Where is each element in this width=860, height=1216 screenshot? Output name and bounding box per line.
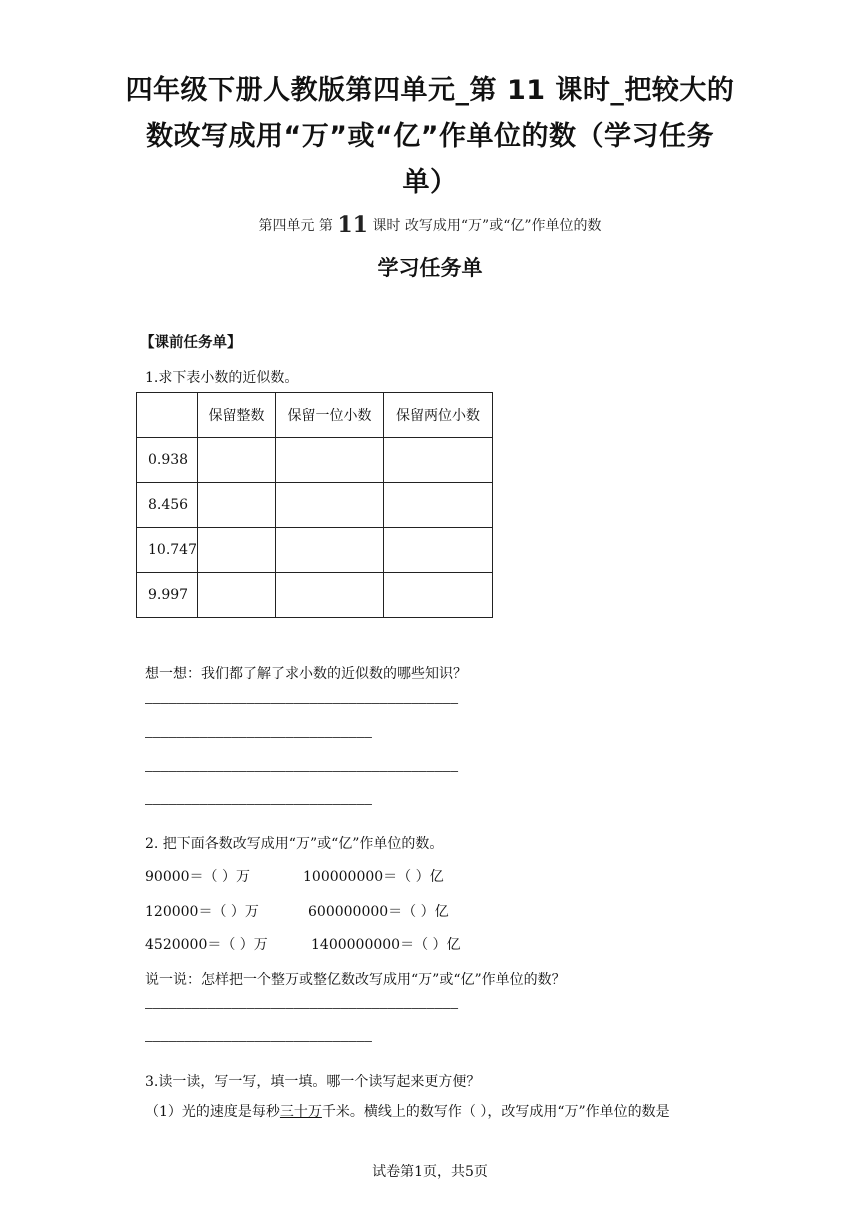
table-row — [137, 483, 493, 528]
answer-cell[interactable] — [198, 438, 276, 483]
title-line-1: 四年级下册人教版第四单元_第 11 课时_把较大的 — [125, 75, 735, 106]
underlined-number-words: 三十万 — [279, 1104, 322, 1120]
think-prompt: 想一想：我们都了解了求小数的近似数的哪些知识？ — [145, 666, 467, 682]
table-header-cell: 保留整数 — [198, 393, 276, 438]
question-1-prompt: 1.求下表小数的近似数。 — [145, 370, 299, 386]
item-1-prefix: （1）光的速度是每秒 — [145, 1104, 280, 1120]
answer-line[interactable]: ————————————————————————————— — [145, 1034, 372, 1049]
answer-cell[interactable] — [276, 573, 384, 618]
question-3-prompt: 3.读一读，写一写，填一填。哪一个读写起来更方便？ — [145, 1074, 481, 1090]
answer-line[interactable]: ———————————————————————————————————————— — [145, 764, 459, 779]
answer-cell[interactable] — [276, 438, 384, 483]
answer-cell[interactable] — [198, 528, 276, 573]
answer-cell[interactable] — [198, 483, 276, 528]
answer-cell[interactable] — [384, 573, 493, 618]
title-line-2: 数改写成用“万”或“亿”作单位的数（学习任务 — [146, 121, 714, 152]
table-row — [137, 573, 493, 618]
answer-line[interactable]: ————————————————————————————— — [145, 730, 372, 745]
conversion-item[interactable]: 120000＝（ ）万 — [145, 904, 259, 920]
conversion-item[interactable]: 1400000000＝（ ）亿 — [311, 937, 461, 953]
table-header-cell — [137, 393, 198, 438]
answer-cell[interactable] — [384, 438, 493, 483]
table-row — [137, 528, 493, 573]
lesson-subtitle — [0, 212, 860, 238]
page-footer: 试卷第1页，共5页 — [372, 1164, 488, 1180]
answer-cell[interactable] — [198, 573, 276, 618]
title-line-3: 单） — [402, 167, 458, 198]
table-header-cell: 保留一位小数 — [276, 393, 384, 438]
item-1-suffix: 千米。横线上的数写作（ ），改写成用“万”作单位的数是 — [321, 1104, 670, 1120]
question-2-prompt: 2. 把下面各数改写成用“万”或“亿”作单位的数。 — [145, 836, 444, 852]
conversion-item[interactable]: 600000000＝（ ）亿 — [308, 904, 449, 920]
lesson-number: 11 — [337, 212, 368, 238]
document-title — [120, 68, 740, 206]
section-label: 【课前任务单】 — [140, 335, 242, 351]
table-row-label: 8.456 — [137, 483, 198, 528]
answer-line[interactable]: ———————————————————————————————————————— — [145, 1001, 459, 1016]
answer-line[interactable]: ———————————————————————————————————————— — [145, 696, 459, 711]
table-row-label: 0.938 — [137, 438, 198, 483]
answer-line[interactable]: ————————————————————————————— — [145, 797, 372, 812]
answer-cell[interactable] — [276, 528, 384, 573]
answer-cell[interactable] — [384, 528, 493, 573]
sheet-title: 学习任务单 — [377, 256, 483, 280]
table-row-label: 10.747 — [137, 528, 198, 573]
say-prompt: 说一说：怎样把一个整万或整亿数改写成用“万”或“亿”作单位的数？ — [145, 972, 566, 988]
conversion-item[interactable]: 4520000＝（ ）万 — [145, 937, 268, 953]
subtitle-prefix: 第四单元 第 — [258, 218, 333, 234]
approximation-table — [136, 392, 493, 618]
table-row — [137, 438, 493, 483]
table-header-cell: 保留两位小数 — [384, 393, 493, 438]
table-row-label: 9.997 — [137, 573, 198, 618]
table-header-row — [137, 393, 493, 438]
conversion-item[interactable]: 100000000＝（ ）亿 — [303, 869, 444, 885]
answer-cell[interactable] — [384, 483, 493, 528]
conversion-item[interactable]: 90000＝（ ）万 — [145, 869, 250, 885]
subtitle-suffix: 课时 改写成用“万”或“亿”作单位的数 — [372, 218, 602, 234]
answer-cell[interactable] — [276, 483, 384, 528]
question-3-item-1 — [145, 1101, 670, 1121]
